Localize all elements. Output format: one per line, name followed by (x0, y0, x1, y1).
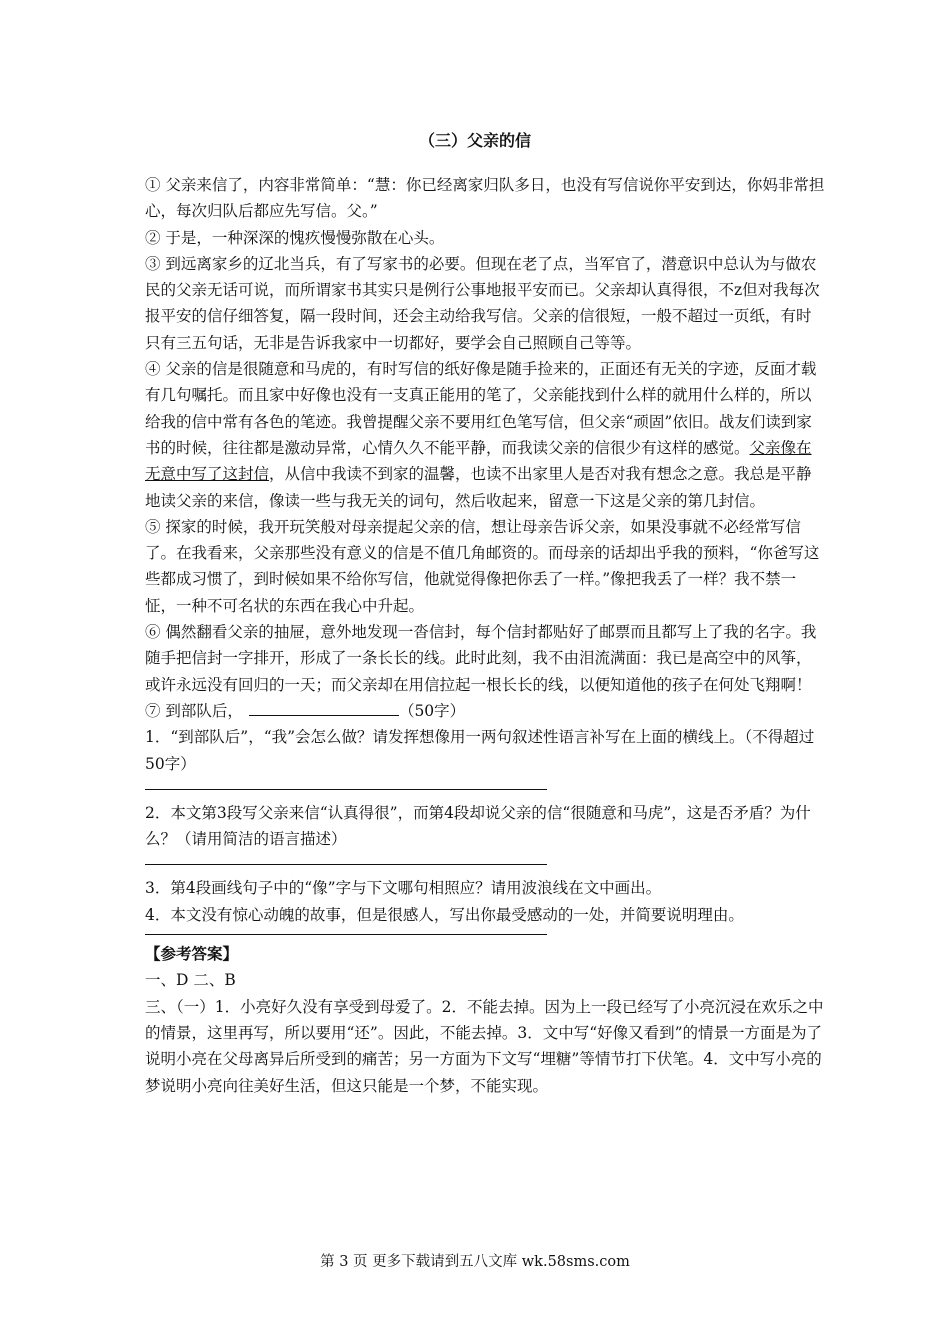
question-2: 2．本文第3段写父亲来信“认真得很”，而第4段却说父亲的信“很随意和马虎”，这是否矛盾？为什么？（请用简洁的语言描述） (145, 803, 811, 849)
paragraph-1: ① 父亲来信了，内容非常简单：“慧：你已经离家归队多日，也没有写信说你平安到达，你妈非常担心，每次归队后都应先写信。父。” (145, 176, 825, 221)
paragraph-7 (145, 698, 825, 724)
paragraph-2: ② 于是，一种深深的愧疚慢慢弥散在心头。 (145, 228, 445, 247)
paragraph-7-lead: ⑦ 到部队后， (145, 701, 243, 720)
paragraph-4 (145, 356, 825, 514)
answer-line-1[interactable] (145, 789, 547, 790)
paragraph-4-part-a: ④ 父亲的信是很随意和马虎的，有时写信的纸好像是随手捡来的，正面还有无关的字迹，反面才载有几句嘱托。而且家中好像也没有一支真正能用的笔了，父亲能找到什么样的就用什么样的，所以给我的信中常有各色的笔迹。我曾提醒父亲不要用红色笔写信，但父亲“顽固”依旧。战友们读到家书的时候，往往都是激动异常，心情久久不能平静，而我读父亲的信很少有这样的感觉。 (145, 360, 817, 457)
answer-line-choices: 一、D 二、B (145, 971, 236, 990)
question-1: 1．“到部队后”，“我”会怎么做？请发挥想像用一两句叙述性语言补写在上面的横线上。（不得超过50字） (145, 728, 815, 773)
question-3: 3．第4段画线句子中的“像”字与下文哪句相照应？请用波浪线在文中画出。 (145, 879, 662, 898)
paragraph-7-count: （50字） (398, 701, 466, 720)
answer-line-4[interactable] (145, 934, 547, 935)
paragraph-4-part-b: ，从信中我读不到家的温馨，也读不出家里人是否对我有想念之意。我总是平静地读父亲的来信，像读一些与我无关的词句，然后收起来，留意一下这是父亲的第几封信。 (145, 465, 812, 510)
article-body (145, 172, 825, 1099)
question-4: 4．本文没有惊心动魄的故事，但是很感人，写出你最受感动的一处，并简要说明理由。 (145, 905, 744, 924)
fill-in-blank[interactable] (249, 699, 399, 716)
answer-reading: 三、（一）1．小亮好久没有享受到母爱了。2．不能去掉。因为上一段已经写了小亮沉浸在欢乐之中的情景，这里再写，所以要用“还”。因此，不能去掉。3．文中写“好像又看到”的情景一方面是为了说明小亮在父母离异后所受到的痛苦；另一方面为下文写“埋糖”等情节打下伏笔。4．文中写小亮的梦说明小亮向往美好生活，但这只能是一个梦，不能实现。 (145, 997, 824, 1095)
page-footer: 第 3 页 更多下载请到五八文库 wk.58sms.com (320, 1254, 630, 1270)
paragraph-3: ③ 到远离家乡的辽北当兵，有了写家书的必要。但现在老了点，当军官了，潜意识中总认为与做农民的父亲无话可说，而所谓家书其实只是例行公事地报平安而已。父亲却认真得很，不z但对我每次报平安的信仔细答复，隔一段时间，还会主动给我写信。父亲的信很短，一般不超过一页纸，有时只有三五句话，无非是告诉我家中一切都好，要学会自己照顾自己等等。 (145, 254, 820, 352)
paragraph-5: ⑤ 探家的时候，我开玩笑般对母亲提起父亲的信，想让母亲告诉父亲，如果没事就不必经常写信了。在我看来，父亲那些没有意义的信是不值几角邮资的。而母亲的话却出乎我的预料，“你爸写这些都成习惯了，到时候如果不给你写信，他就觉得像把你丢了一样。”像把我丢了一样？我不禁一怔，一种不可名状的东西在我心中升起。 (145, 517, 820, 615)
answer-line-2[interactable] (145, 864, 547, 865)
page-title: （三）父亲的信 (418, 131, 531, 150)
underlined-sentence: 父亲像在无意中写了这封信 (145, 438, 812, 484)
answer-heading: 【参考答案】 (145, 945, 239, 964)
paragraph-6: ⑥ 偶然翻看父亲的抽屉，意外地发现一沓信封，每个信封都贴好了邮票而且都写上了我的名字。我随手把信封一字排开，形成了一条长长的线。此时此刻，我不由泪流满面：我已是高空中的风筝，或许永远没有回归的一天；而父亲却在用信拉起一根长长的线，以便知道他的孩子在何处飞翔啊！ (145, 623, 817, 694)
